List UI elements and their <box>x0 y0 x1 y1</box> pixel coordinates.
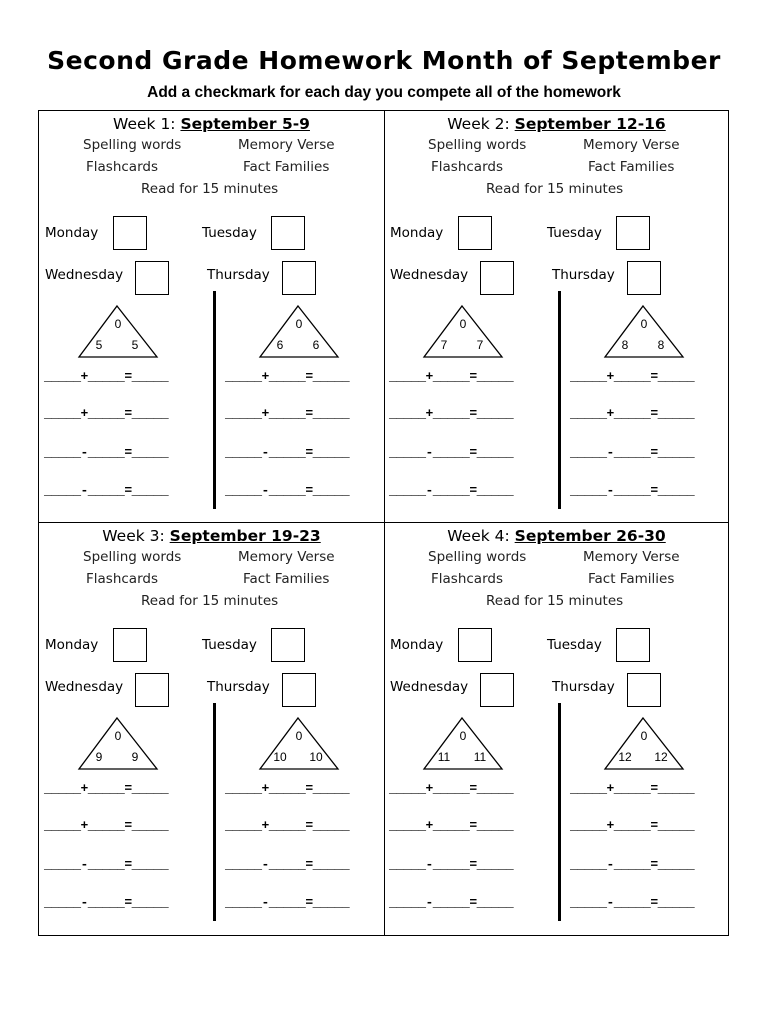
task-flashcards: Flashcards <box>86 571 158 587</box>
wednesday-checkbox[interactable] <box>135 673 169 707</box>
triangle-left-number: 5 <box>95 338 103 352</box>
day-label-tuesday: Tuesday <box>202 637 257 653</box>
task-spelling: Spelling words <box>428 549 527 565</box>
subtraction-equation-line[interactable]: _____-_____=_____ <box>389 483 514 498</box>
day-label-wednesday: Wednesday <box>45 267 124 283</box>
day-label-tuesday: Tuesday <box>547 225 602 241</box>
task-spelling: Spelling words <box>428 137 527 153</box>
week-dates: September 19-23 <box>169 527 321 545</box>
triangle-top-number: 0 <box>295 317 303 331</box>
task-memory-verse: Memory Verse <box>238 137 335 153</box>
day-label-thursday: Thursday <box>207 679 270 695</box>
fact-family-triangle <box>422 716 506 772</box>
day-label-tuesday: Tuesday <box>547 637 602 653</box>
week-label: Week 1: <box>113 115 181 133</box>
triangle-top-number: 0 <box>114 317 122 331</box>
week-title <box>384 115 729 133</box>
week-dates: September 5-9 <box>180 115 310 133</box>
day-label-thursday: Thursday <box>552 679 615 695</box>
subtraction-equation-line[interactable]: _____-_____=_____ <box>570 483 695 498</box>
tuesday-checkbox[interactable] <box>616 216 650 250</box>
triangle-right-number: 8 <box>657 338 665 352</box>
task-fact-families: Fact Families <box>243 571 330 587</box>
monday-checkbox[interactable] <box>113 628 147 662</box>
task-reading: Read for 15 minutes <box>486 593 624 609</box>
week-dates: September 12-16 <box>514 115 666 133</box>
task-fact-families: Fact Families <box>588 571 675 587</box>
task-spelling: Spelling words <box>83 137 182 153</box>
subtraction-equation-line[interactable]: _____-_____=_____ <box>44 895 169 910</box>
fact-family-triangle <box>603 716 687 772</box>
task-fact-families: Fact Families <box>588 159 675 175</box>
triangle-right-number: 10 <box>309 750 323 764</box>
task-reading: Read for 15 minutes <box>486 181 624 197</box>
thursday-checkbox[interactable] <box>627 673 661 707</box>
day-label-wednesday: Wednesday <box>390 679 469 695</box>
subtraction-equation-line[interactable]: _____-_____=_____ <box>389 895 514 910</box>
fact-family-triangle <box>77 304 161 360</box>
task-flashcards: Flashcards <box>431 571 503 587</box>
instructions: Add a checkmark for each day you compete all of the homework <box>147 84 621 101</box>
subtraction-equation-line[interactable]: _____-_____=_____ <box>570 895 695 910</box>
task-reading: Read for 15 minutes <box>141 181 279 197</box>
triangle-left-number: 11 <box>437 750 451 764</box>
tuesday-checkbox[interactable] <box>271 216 305 250</box>
task-reading: Read for 15 minutes <box>141 593 279 609</box>
addition-equation-line[interactable]: _____+_____=_____ <box>389 781 514 796</box>
addition-equation-line[interactable]: _____+_____=_____ <box>389 369 514 384</box>
wednesday-checkbox[interactable] <box>480 261 514 295</box>
day-label-monday: Monday <box>45 225 99 241</box>
fact-family-divider <box>213 291 216 509</box>
addition-equation-line[interactable]: _____+_____=_____ <box>225 781 350 796</box>
thursday-checkbox[interactable] <box>282 261 316 295</box>
day-label-wednesday: Wednesday <box>45 679 124 695</box>
subtraction-equation-line[interactable]: _____-_____=_____ <box>44 445 169 460</box>
subtraction-equation-line[interactable]: _____-_____=_____ <box>225 895 350 910</box>
day-label-tuesday: Tuesday <box>202 225 257 241</box>
fact-family-divider <box>213 703 216 921</box>
monday-checkbox[interactable] <box>113 216 147 250</box>
addition-equation-line[interactable]: _____+_____=_____ <box>44 406 169 421</box>
triangle-top-number: 0 <box>640 317 648 331</box>
fact-family-divider <box>558 291 561 509</box>
week-label: Week 2: <box>447 115 515 133</box>
triangle-left-number: 9 <box>95 750 103 764</box>
tuesday-checkbox[interactable] <box>616 628 650 662</box>
subtraction-equation-line[interactable]: _____-_____=_____ <box>225 857 350 872</box>
triangle-left-number: 6 <box>276 338 284 352</box>
subtraction-equation-line[interactable]: _____-_____=_____ <box>225 445 350 460</box>
addition-equation-line[interactable]: _____+_____=_____ <box>44 781 169 796</box>
triangle-left-number: 8 <box>621 338 629 352</box>
subtraction-equation-line[interactable]: _____-_____=_____ <box>44 483 169 498</box>
task-flashcards: Flashcards <box>431 159 503 175</box>
addition-equation-line[interactable]: _____+_____=_____ <box>225 818 350 833</box>
week-label: Week 4: <box>447 527 515 545</box>
triangle-top-number: 0 <box>459 729 467 743</box>
task-flashcards: Flashcards <box>86 159 158 175</box>
fact-family-divider <box>558 703 561 921</box>
week-dates: September 26-30 <box>514 527 666 545</box>
task-memory-verse: Memory Verse <box>583 137 680 153</box>
fact-family-triangle <box>422 304 506 360</box>
task-memory-verse: Memory Verse <box>583 549 680 565</box>
wednesday-checkbox[interactable] <box>480 673 514 707</box>
task-spelling: Spelling words <box>83 549 182 565</box>
triangle-top-number: 0 <box>295 729 303 743</box>
addition-equation-line[interactable]: _____+_____=_____ <box>44 369 169 384</box>
day-label-thursday: Thursday <box>552 267 615 283</box>
tuesday-checkbox[interactable] <box>271 628 305 662</box>
subtraction-equation-line[interactable]: _____-_____=_____ <box>389 445 514 460</box>
triangle-right-number: 9 <box>131 750 139 764</box>
day-label-monday: Monday <box>390 225 444 241</box>
addition-equation-line[interactable]: _____+_____=_____ <box>570 369 695 384</box>
subtraction-equation-line[interactable]: _____-_____=_____ <box>570 445 695 460</box>
week-title <box>39 527 384 545</box>
thursday-checkbox[interactable] <box>282 673 316 707</box>
addition-equation-line[interactable]: _____+_____=_____ <box>225 369 350 384</box>
week-label: Week 3: <box>102 527 170 545</box>
triangle-top-number: 0 <box>114 729 122 743</box>
fact-family-triangle <box>258 716 342 772</box>
day-label-wednesday: Wednesday <box>390 267 469 283</box>
addition-equation-line[interactable]: _____+_____=_____ <box>389 818 514 833</box>
triangle-right-number: 6 <box>312 338 320 352</box>
triangle-top-number: 0 <box>640 729 648 743</box>
thursday-checkbox[interactable] <box>627 261 661 295</box>
addition-equation-line[interactable]: _____+_____=_____ <box>225 406 350 421</box>
fact-family-triangle <box>258 304 342 360</box>
page-title: Second Grade Homework Month of September <box>47 46 721 75</box>
triangle-right-number: 5 <box>131 338 139 352</box>
day-label-monday: Monday <box>45 637 99 653</box>
day-label-thursday: Thursday <box>207 267 270 283</box>
triangle-right-number: 12 <box>654 750 668 764</box>
subtraction-equation-line[interactable]: _____-_____=_____ <box>570 857 695 872</box>
addition-equation-line[interactable]: _____+_____=_____ <box>389 406 514 421</box>
subtraction-equation-line[interactable]: _____-_____=_____ <box>44 857 169 872</box>
triangle-left-number: 7 <box>440 338 448 352</box>
triangle-right-number: 11 <box>473 750 487 764</box>
triangle-right-number: 7 <box>476 338 484 352</box>
triangle-left-number: 10 <box>273 750 287 764</box>
monday-checkbox[interactable] <box>458 216 492 250</box>
subtraction-equation-line[interactable]: _____-_____=_____ <box>389 857 514 872</box>
task-memory-verse: Memory Verse <box>238 549 335 565</box>
week-title <box>39 115 384 133</box>
grid-vertical-divider <box>384 110 385 936</box>
wednesday-checkbox[interactable] <box>135 261 169 295</box>
addition-equation-line[interactable]: _____+_____=_____ <box>44 818 169 833</box>
day-label-monday: Monday <box>390 637 444 653</box>
triangle-top-number: 0 <box>459 317 467 331</box>
addition-equation-line[interactable]: _____+_____=_____ <box>570 818 695 833</box>
monday-checkbox[interactable] <box>458 628 492 662</box>
week-title <box>384 527 729 545</box>
fact-family-triangle <box>77 716 161 772</box>
fact-family-triangle <box>603 304 687 360</box>
subtraction-equation-line[interactable]: _____-_____=_____ <box>225 483 350 498</box>
addition-equation-line[interactable]: _____+_____=_____ <box>570 406 695 421</box>
triangle-left-number: 12 <box>618 750 632 764</box>
addition-equation-line[interactable]: _____+_____=_____ <box>570 781 695 796</box>
grid-horizontal-divider <box>38 522 729 523</box>
task-fact-families: Fact Families <box>243 159 330 175</box>
